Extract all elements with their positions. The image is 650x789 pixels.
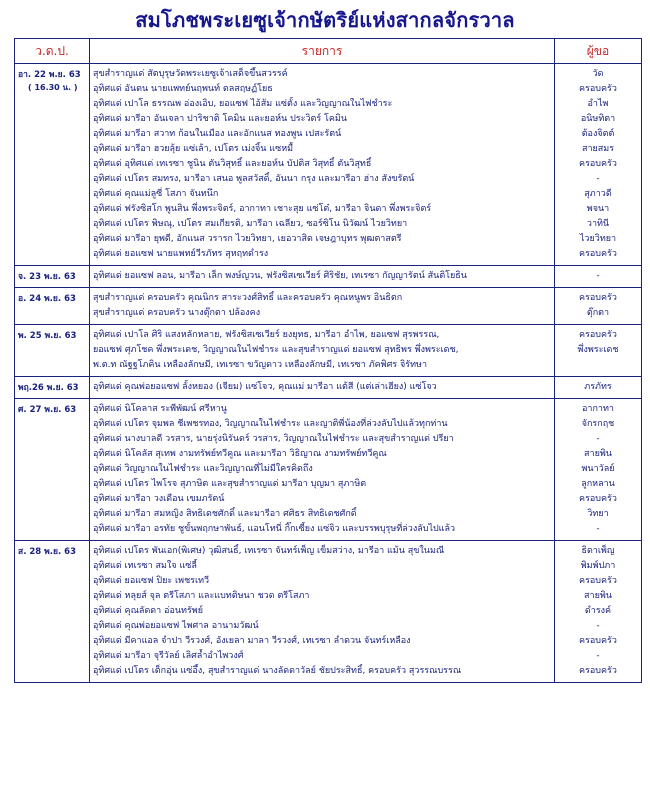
requester-name: อนิษทิตา: [580, 114, 616, 124]
requester-name: ดำรงค์: [584, 606, 612, 616]
intention-line: อุทิศแด่ มารีอา ฮวยลุ้ย แซ่เล้า, เปโตร เม่งจิ้น แซหมื้: [93, 144, 294, 154]
intention-line: อุทิศแด่ หลุยส์ จุล ตรีโสภา และแบทติษนา ชวด ตรีโสภา: [93, 591, 310, 601]
date-cell: [15, 399, 90, 541]
time-text: ( 16.30 น. ): [28, 83, 78, 92]
requester-name: ครอบครัว: [579, 576, 617, 586]
intention-line: อุทิศแด่ อุทิศแด่ เทเรซา ชูนิน ตันวิสุทธิ์ และยอห์น บัปติส วิสุทธิ์ ตันวิสุทธิ์: [93, 159, 372, 169]
requester-name: อำไพ: [587, 99, 609, 109]
intention-line: อุทิศแด่ ยอแซฟ นายแพทย์วีรภัทร สุหฤทดำรง: [93, 249, 269, 259]
requester-cell: [555, 399, 642, 541]
requester-name: ครอบครัว: [579, 666, 617, 676]
table-row: [15, 541, 642, 683]
requester-cell: [555, 541, 642, 683]
requester-name: จักรกฤช: [581, 419, 615, 429]
date-cell: [15, 541, 90, 683]
items-cell: [90, 64, 555, 266]
intention-line: อุทิศแด่ วิญญาณในไฟชำระ และวิญญาณที่ไม่มีใครคิดถึง: [93, 464, 313, 474]
requester-name: ไวยวิทยา: [579, 234, 617, 244]
requester-name: ลูกหลาน: [581, 479, 615, 489]
requester-name: -: [596, 621, 600, 631]
intention-line: อุทิศแด่ เปโตร ไพโรจ สุภาษิต และสุขสำราญแด่ มารีอา บุญมา สุภาษิต: [93, 479, 367, 489]
intention-line: สุขสำราญแด่ สัตบุรุษวัดพระเยซูเจ้าเสด็จขึ้นสวรรค์: [93, 69, 288, 79]
intention-line: อุทิศแด่ ฟรังซิสโก พูนสิน พึ่งพระจิตร์, อากาทา เชาะสุย แซ่โต๋, มารีอา จินดา พึ่งพระจิตร์: [93, 204, 432, 214]
date-text: พฤ.26 พ.ย. 63: [18, 383, 79, 393]
requester-name: พิมพ์ปภา: [580, 561, 616, 571]
intention-line: อุทิศแด่ ยอแซฟ ปิยะ เพชรเทวี: [93, 576, 210, 586]
requester-cell: [555, 288, 642, 325]
requester-cell: [555, 325, 642, 377]
intention-line: อุทิศแด่ มารีอา วงเดือน เขมภรัตน์: [93, 494, 225, 504]
requester-name: ภรภัทร: [584, 382, 612, 392]
intention-line: อุทิศแด่ มีคาแอล จำปา วีรวงศ์, อังเยลา มาลา วีรวงศ์, เทเรซา ลำดวน จันทร์เหลือง: [93, 636, 411, 646]
requester-name: ครอบครัว: [579, 330, 617, 340]
requester-name: พนาวัลย์: [581, 464, 615, 474]
requester-name: -: [596, 651, 600, 661]
requester-name: วาทินี: [586, 219, 610, 229]
header-requester: ผู้ขอ: [555, 39, 642, 64]
requester-name: สุภาวดี: [584, 189, 612, 199]
requester-name: -: [596, 271, 600, 281]
date-cell: [15, 64, 90, 266]
requester-name: ต้องจิตต์: [581, 129, 615, 139]
intention-line: อุทิศแด่ เทเรซา สมใจ แซ่ลี้: [93, 561, 197, 571]
requester-name: ครอบครัว: [579, 293, 617, 303]
requester-name: พจนา: [586, 204, 610, 214]
intention-line: ยอแซฟ ศุภโชค พึ่งพระเดช, วิญญาณในไฟชำระ และสุขสำราญแด่ ยอแซฟ สุทธิพร พึ่งพระเดช,: [93, 345, 459, 355]
intention-line: อุทิศแด่ นิโคลาส ระพีพัฒน์ ศรีหานู: [93, 404, 227, 414]
requester-name: ครอบครัว: [579, 84, 617, 94]
date-text: ศ. 27 พ.ย. 63: [18, 405, 77, 415]
requester-name: -: [596, 174, 600, 184]
table-row: [15, 64, 642, 266]
date-text: ส. 28 พ.ย. 63: [18, 547, 76, 557]
date-text: พ. 25 พ.ย. 63: [18, 331, 77, 341]
date-cell: [15, 266, 90, 288]
intention-line: อุทิศแด่ มารีอา อรทัย ชูขั้นพฤกษาพันธ์, แอนโทนี่ กิ๊กเซี้ยง แซ่จิว และบรรพบุรุษที่ล่วงลับไปแล้ว: [93, 524, 456, 534]
requester-name: -: [596, 434, 600, 444]
requester-name: อากาทา: [582, 404, 614, 414]
intention-line: อุทิศแด่ เปโตร จุมพล ชีเพชรทอง, วิญญาณในไฟชำระ และญาติพี่น้องที่ล่วงลับไปแล้วทุกท่าน: [93, 419, 448, 429]
table-row: [15, 377, 642, 399]
requester-name: วิทยา: [587, 509, 609, 519]
intention-line: อุทิศแด่ เปาโล ศิริ แสงหลักหลาย, ฟรังซิสเซเวียร์ ยงยุทธ, มารีอา อำไพ, ยอแซฟ สุรพรรณ,: [93, 330, 440, 340]
intention-line: อุทิศแด่ คุณพ่อยอแซฟ ลั้งหยอง (เจียม) แซ่โจว, คุณแม่ มารีอา แต้สี (แต่เล่าเฮียง) แซ่โจว: [93, 382, 437, 392]
requester-cell: [555, 266, 642, 288]
intention-line: อุทิศแด่ คุณลัดดา อ่อนทรัพย์: [93, 606, 203, 616]
intention-line: อุทิศแด่ เปโตร สมทรง, มารีอา เสนอ พูลสวัสดิ์, อันนา กรุง และมารีอา ฮ่าง สังขรัตน์: [93, 174, 415, 184]
items-cell: [90, 399, 555, 541]
header-date: ว.ด.ป.: [15, 39, 90, 64]
intention-line: อุทิศแด่ มารีอา อันเจลา ปาริชาติ โคมิน และยอห์น ประวิตร์ โคมิน: [93, 114, 347, 124]
intention-line: อุทิศแด่ มารีอา สวาท ก้อนในเมือง และอักแนส ทองพูน เปสะรัตน์: [93, 129, 342, 139]
intention-line: อุทิศแด่ เปโตร เต็กอุ่น แซ่อึ้ง, สุขสำราญแด่ นางลัดดาวัลย์ ชัยประสิทธิ์, ครอบครัว สุวรรณบรรณ: [93, 666, 462, 676]
requester-name: ครอบครัว: [579, 636, 617, 646]
requester-cell: [555, 377, 642, 399]
date-cell: [15, 325, 90, 377]
table-row: [15, 266, 642, 288]
requester-cell: [555, 64, 642, 266]
intention-line: อุทิศแด่ เปโตร พิษณุ, เปโตร สมเกียรติ, มารีอา เฉลียว, ซอร์ซิโน นิวัฒน์ ไวยวิทยา: [93, 219, 408, 229]
items-cell: [90, 541, 555, 683]
date-cell: [15, 288, 90, 325]
intention-line: อุทิศแด่ อันตน นายแพทย์นฤพนท์ ตลสฤษฏ์โยธ: [93, 84, 273, 94]
intention-line: อุทิศแด่ มารีอา ยุพดี, อักแนส วรารก ไวยวิทยา, เยอวาสิด เจษฎาบุทร พุฒตาสตรี: [93, 234, 402, 244]
table-header-row: [15, 39, 642, 64]
intention-line: อุทิศแด่ มารีอา จุรีวัลย์ เลิศล้ำอำไพวงศ์: [93, 651, 244, 661]
requester-name: ครอบครัว: [579, 494, 617, 504]
date-text: จ. 23 พ.ย. 63: [18, 272, 76, 282]
requester-name: สายพิน: [584, 449, 612, 459]
intention-line: พ.ต.ท ณัฐฐโภคิน เหลืองลักษมี, เทเรซา ขวัญดาว เหลืองลักษมี, เทเรซา ภัคพิศร จิรัทษา: [93, 360, 428, 370]
requester-name: [557, 358, 639, 373]
intention-line: อุทิศแด่ นิโคลัส สุเทพ งามทรัพย์ทวีคูณ และมารีอา วิธิญาณ งามทรัพย์ทวีคูณ: [93, 449, 387, 459]
intention-line: อุทิศแด่ คุณแม่ลูซี่ โสภา จันทนึก: [93, 189, 219, 199]
requester-name: สายพิน: [584, 591, 612, 601]
date-cell: [15, 377, 90, 399]
requester-name: ธิดาเพ็ญ: [581, 546, 615, 556]
page-title: สมโภชพระเยซูเจ้ากษัตริย์แห่งสากลจักรวาล: [135, 8, 515, 32]
intention-line: อุทิศแด่ เปาโล ธรรณพ อ่องเอิบ, ยอแซฟ ไอ้ส้ม แซ่ตั้ง และวิญญาณในไฟชำระ: [93, 99, 393, 109]
intention-line: อุทิศแด่ คุณพ่อยอแซฟ ไพศาล อานามวัฒน์: [93, 621, 259, 631]
date-text: อ. 24 พ.ย. 63: [18, 294, 76, 304]
mass-intentions-table: [14, 38, 642, 683]
intention-line: สุขสำราญแด่ ครอบครัว นางตุ๊กตา ปล้องคง: [93, 308, 261, 318]
requester-name: ครอบครัว: [579, 249, 617, 259]
requester-name: -: [596, 524, 600, 534]
intention-line: อุทิศแด่ มารีอา สมหญิง สิทธิเดชศักดิ์ และมารีอา ศศิธร สิทธิเดชศักดิ์: [93, 509, 357, 519]
intention-line: อุทิศแด่ นางบาลดี วรสาร, นายรุ่งนิรันดร์ วรสาร, วิญญาณในไฟชำระ และสุขสำราญแด่ ปรียา: [93, 434, 454, 444]
table-row: [15, 288, 642, 325]
table-body: [15, 64, 642, 683]
requester-name: สายสมร: [581, 144, 615, 154]
intention-line: อุทิศแด่ เปโตร พันเอก(พิเศษ) วุฒิสนธิ์, เทเรซา จันทร์เพ็ญ เข็มสว่าง, มารีอา แม้น สุขในมณี: [93, 546, 445, 556]
requester-name: ตุ๊กตา: [586, 308, 610, 318]
requester-name: ครอบครัว: [579, 159, 617, 169]
items-cell: [90, 325, 555, 377]
table-row: [15, 399, 642, 541]
date-text: อา. 22 พ.ย. 63: [18, 70, 81, 80]
intention-line: อุทิศแด่ ยอแซฟ ลอน, มารีอา เล็ก พงษ์ญวน, ฟรังซิสเซเวียร์ ศิริชัย, เทเรซา กัญญารัตน์ สันติโยธิน: [93, 271, 467, 281]
items-cell: [90, 288, 555, 325]
items-cell: [90, 377, 555, 399]
items-cell: [90, 266, 555, 288]
intention-line: สุขสำราญแด่ ครอบครัว คุณนิกร สาระวงศ์สิทธิ์ และครอบครัว คุณหนูพร อินธิตก: [93, 293, 403, 303]
header-items: รายการ: [90, 39, 555, 64]
requester-name: พึ่งพระเดช: [577, 345, 619, 355]
requester-name: วัด: [592, 69, 604, 79]
table-row: [15, 325, 642, 377]
